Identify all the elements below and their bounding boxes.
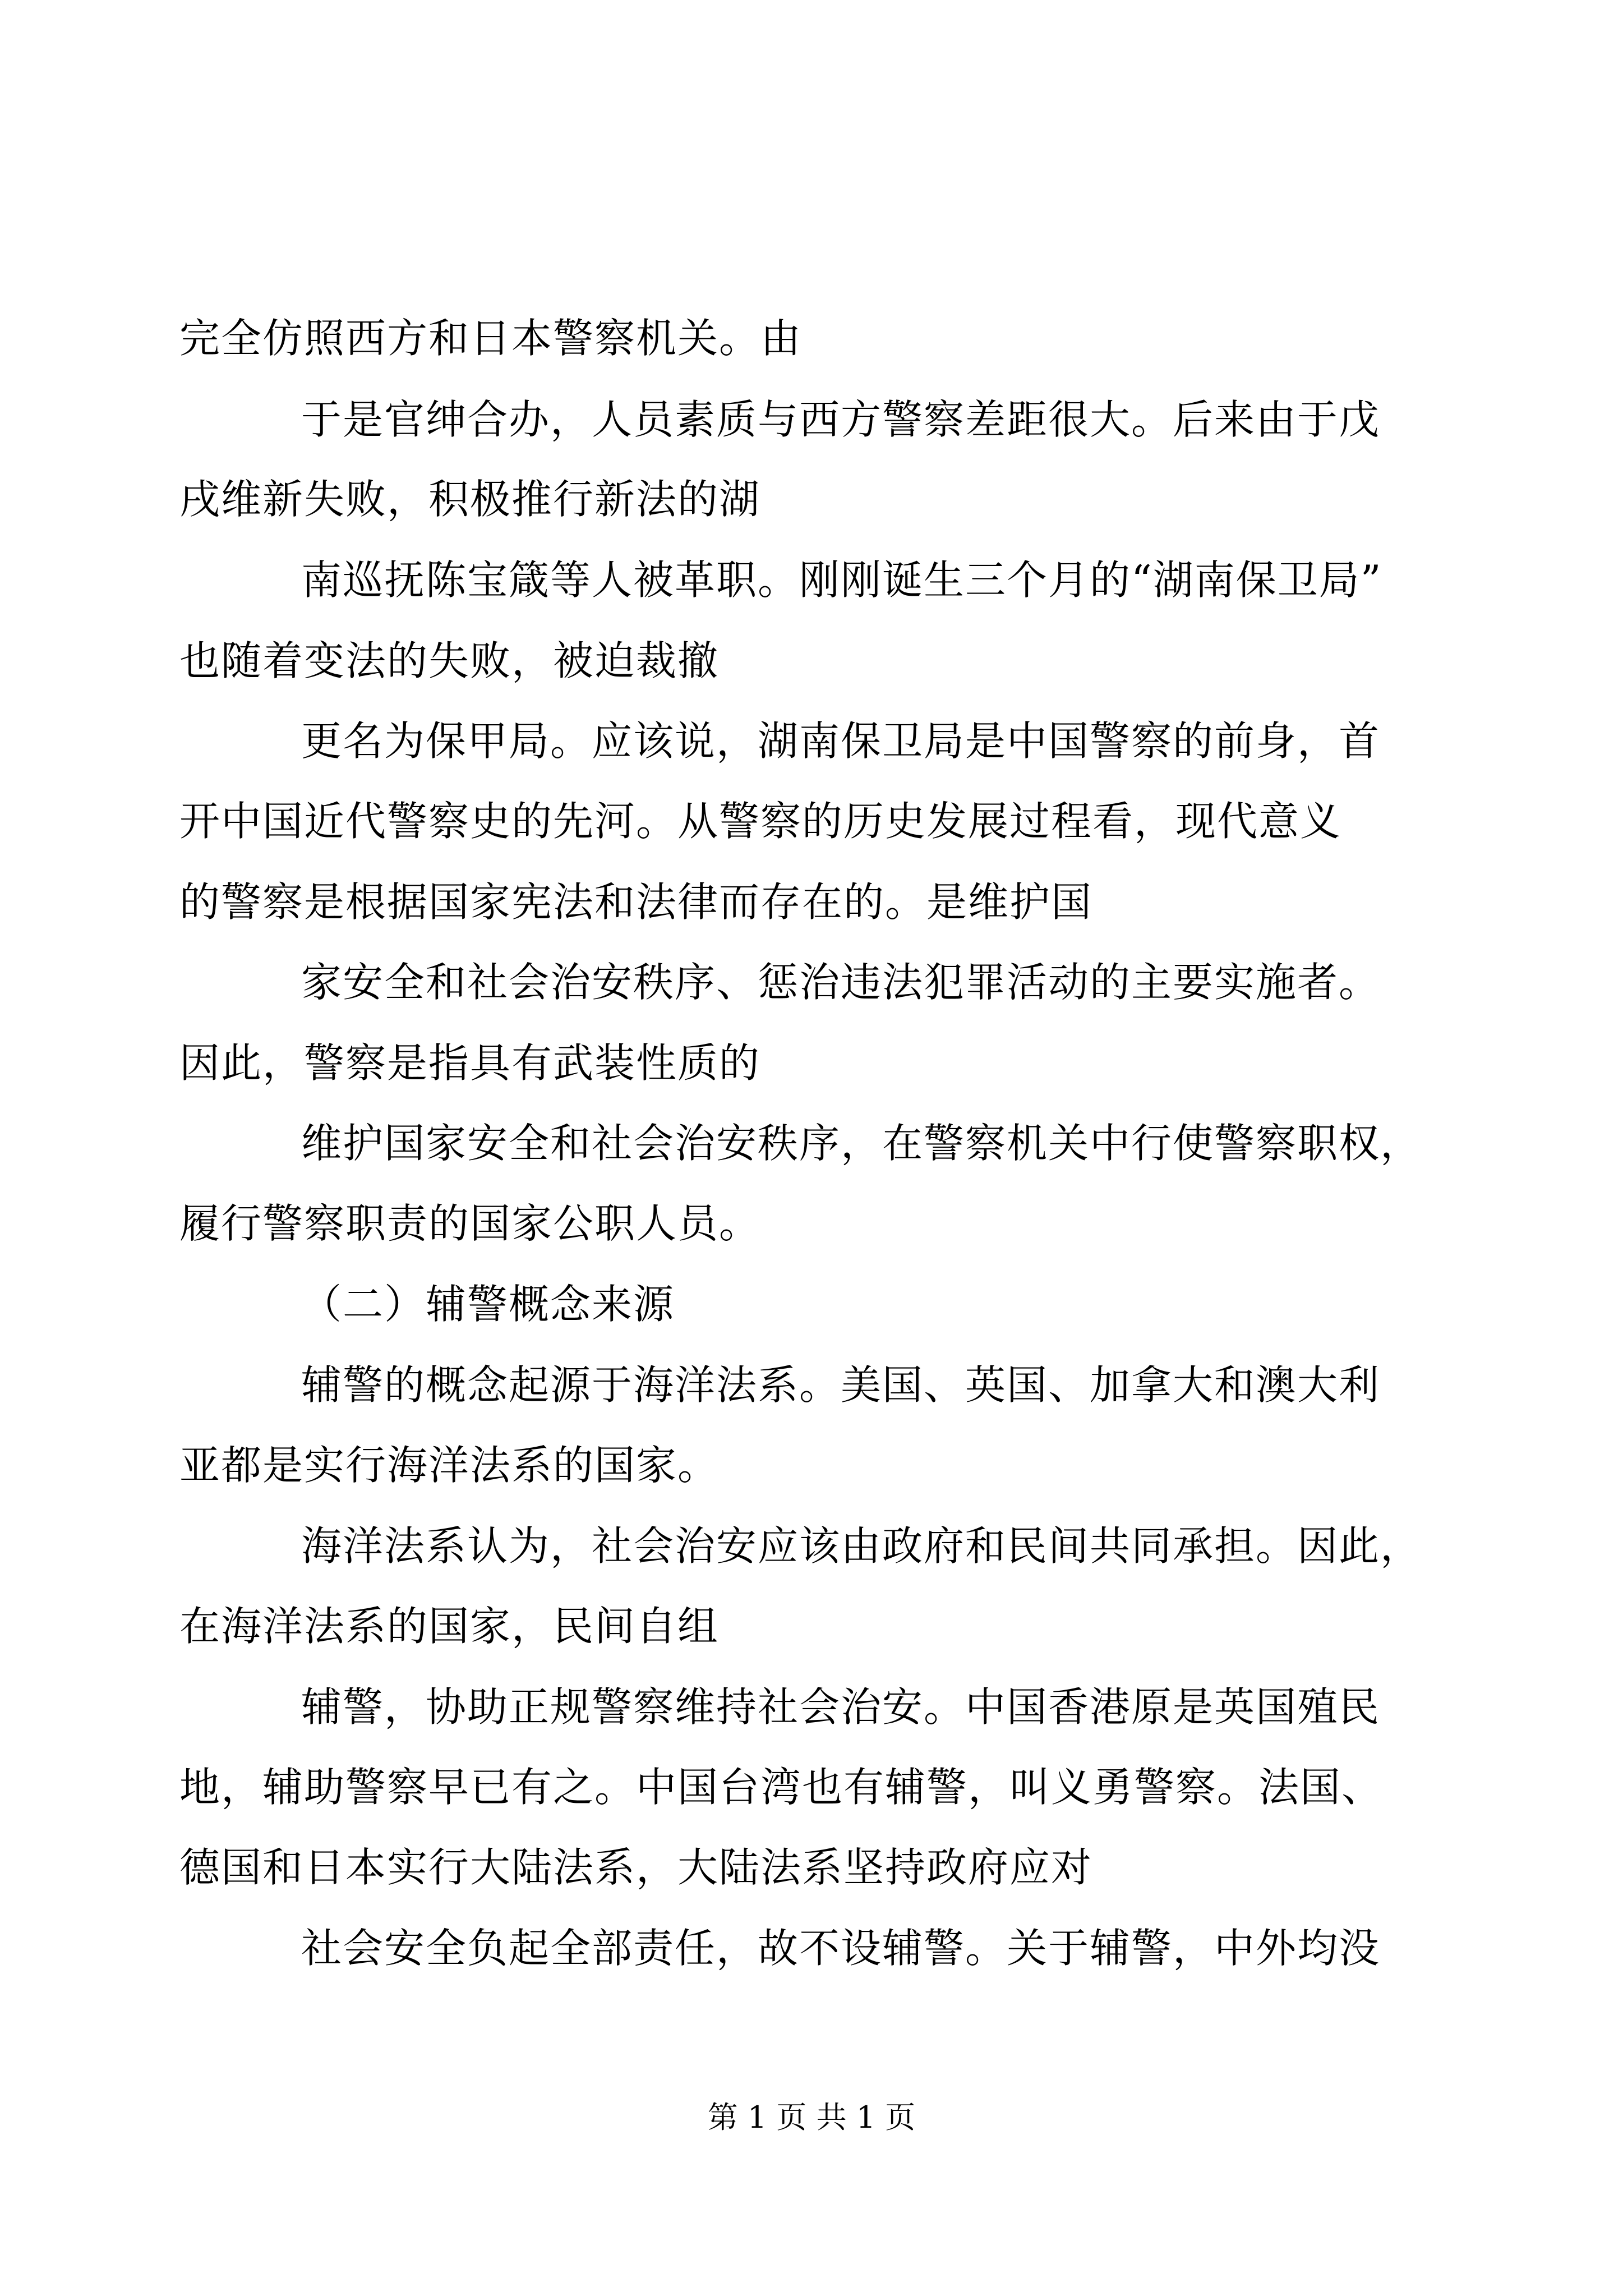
text-line-20: 德国和日本实行大陆法系，大陆法系坚持政府应对 [179,1844,1093,1891]
text-line-6: 更名为保甲局。应该说，湖南保卫局是中国警察的前身，首 [301,717,1381,765]
text-line-16: 海洋法系认为，社会治安应该由政府和民间共同承担。因此， [301,1522,1422,1570]
text-line-2: 于是官绅合办，人员素质与西方警察差距很大。后来由于戊 [301,396,1381,443]
text-line-18: 辅警，协助正规警察维持社会治安。中国香港原是英国殖民 [301,1683,1381,1731]
text-line-10: 因此，警察是指具有武装性质的 [179,1039,761,1087]
text-line-11: 维护国家安全和社会治安秩序，在警察机关中行使警察职权， [301,1120,1422,1167]
text-line-8: 的警察是根据国家宪法和法律而存在的。是维护国 [179,878,1093,926]
text-line-9: 家安全和社会治安秩序、惩治违法犯罪活动的主要实施者。 [301,959,1381,1006]
text-line-15: 亚都是实行海洋法系的国家。 [179,1442,720,1489]
text-line-4: 南巡抚陈宝箴等人被革职。刚刚诞生三个月的“湖南保卫局” [301,556,1382,604]
section-heading: （二）辅警概念来源 [301,1281,675,1328]
text-line-14: 辅警的概念起源于海洋法系。美国、英国、加拿大和澳大利 [301,1361,1381,1409]
text-line-5: 也随着变法的失败，被迫裁撤 [179,637,720,684]
text-line-3: 戌维新失败，积极推行新法的湖 [179,476,761,523]
text-line-19: 地，辅助警察早已有之。中国台湾也有辅警，叫义勇警察。法国、 [179,1764,1384,1811]
page-number-footer: 第 1 页 共 1 页 [707,2100,916,2135]
text-line-7: 开中国近代警察史的先河。从警察的历史发展过程看，现代意义 [179,798,1342,845]
text-line-17: 在海洋法系的国家，民间自组 [179,1603,720,1650]
text-line-21: 社会安全负起全部责任，故不设辅警。关于辅警，中外均没 [301,1925,1381,1972]
text-line-1: 完全仿照西方和日本警察机关。由 [179,315,803,362]
text-line-12: 履行警察职责的国家公职人员。 [179,1200,761,1247]
